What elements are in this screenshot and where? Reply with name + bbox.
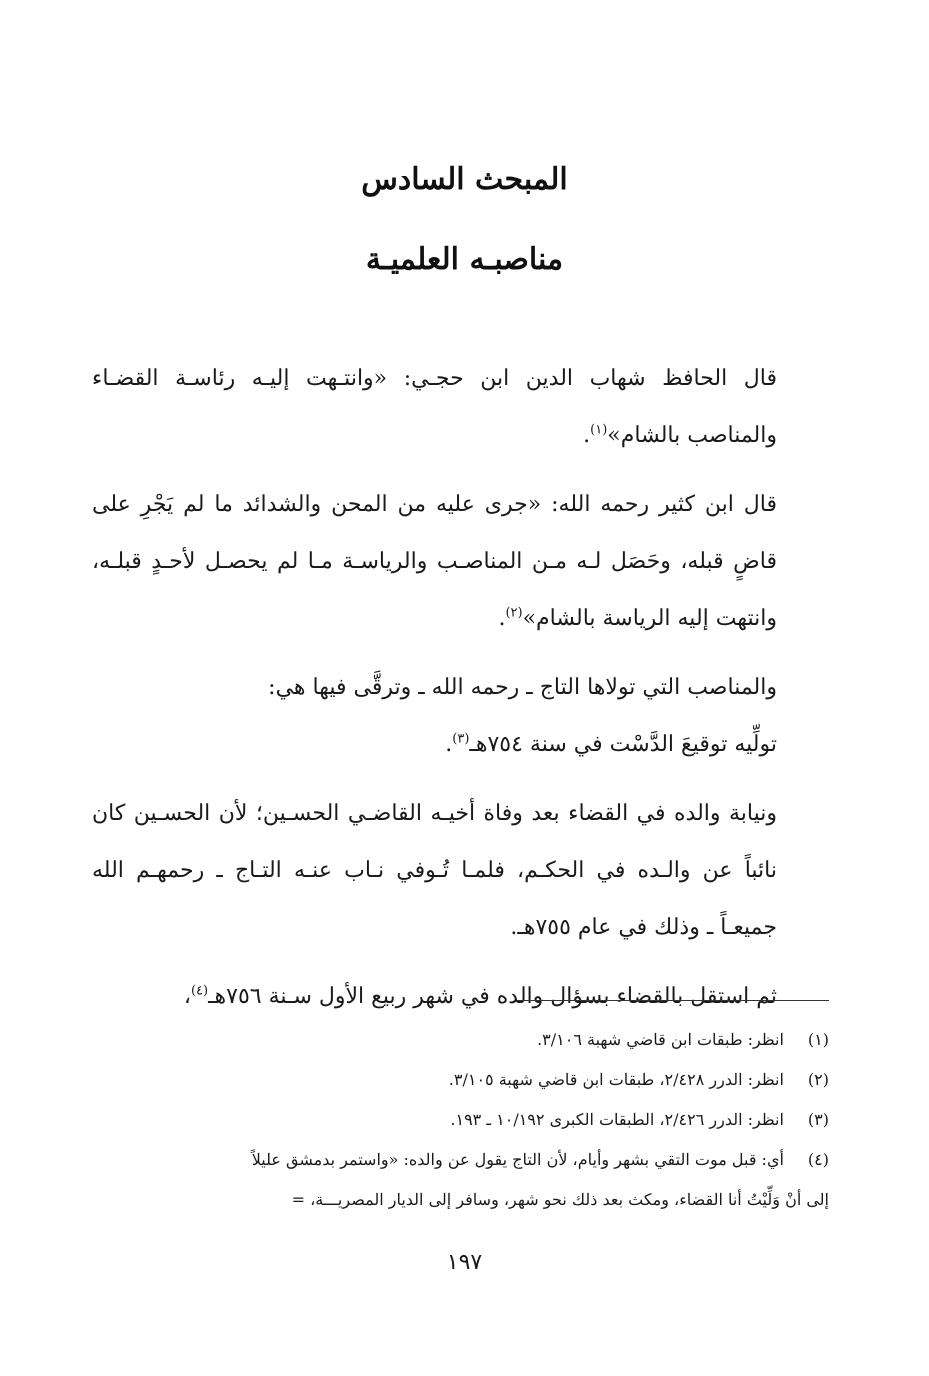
paragraph-end: .	[498, 606, 506, 631]
body-text	[92, 350, 829, 1037]
paragraph	[92, 716, 829, 773]
paragraph-text: قال الحافظ شهاب الدين ابن حجـي: «وانتـهت إليـه رئاسـة القضـاء والمناصب بالشام»	[92, 366, 777, 448]
paragraph	[92, 968, 829, 1025]
paragraph-text: قال ابن كثير رحمه الله: «جرى عليه من المحن والشدائد ما لم يَجْرِ على قاضٍ قبله، وحَصَل لـه مـن المناصـب والرياسـة مـا لم يحصـل لأحـدٍ قبلـه، وانتهت إليه الرياسة بالشام»	[92, 492, 777, 631]
footnote-item	[92, 1060, 829, 1100]
footnote-item	[92, 1100, 829, 1140]
footnote-text: أي: قبل موت التقي بشهر وأيام، لأن التاج يقول عن والده: «واستمر بدمشق عليلاً	[251, 1150, 784, 1169]
paragraph-end: ،	[183, 984, 191, 1009]
paragraph-end: .	[583, 423, 591, 448]
footnote-item	[92, 1020, 829, 1060]
footnote-item	[92, 1140, 829, 1180]
paragraph-text: والمناصب التي تولاها التاج ـ رحمه الله ـ وترقَّى فيها هي:	[268, 675, 777, 700]
footnote-text: انظر: الدرر ٢/٤٢٨، طبقات ابن قاضي شهبة ٣/١٠٥.	[448, 1070, 784, 1089]
paragraph-text: ونيابة والده في القضاء بعد وفاة أخيـه القاضـي الحسـين؛ لأن الحسـين كان نائباً عن والـده في الحكـم، فلمـا تُـوفي نـاب عنـه التـاج ـ رحمهـم الله جميعـاً ـ وذلك في عام ٧٥٥هـ.	[92, 801, 777, 940]
footnote-ref: (٢)	[505, 605, 523, 621]
footnote-number: (٣)	[807, 1110, 829, 1129]
paragraph	[92, 785, 829, 956]
paragraph-end: .	[445, 732, 453, 757]
footnote-divider	[517, 1000, 829, 1001]
footnote-text: انظر: الدرر ٢/٤٢٦، الطبقات الكبرى ١٠/١٩٢ ـ ١٩٣.	[450, 1110, 784, 1129]
paragraph-text: ثم استقل بالقضاء بسؤال والده في شهر ربيع الأول سـنة ٧٥٦هـ	[208, 984, 777, 1009]
paragraph	[92, 659, 829, 716]
page-number: ١٩٧	[446, 1250, 483, 1275]
footnote-text: انظر: طبقات ابن قاضي شهبة ٣/١٠٦.	[537, 1030, 784, 1049]
footnote-ref: (٤)	[190, 983, 209, 999]
footnote-ref: (١)	[590, 422, 608, 438]
footnote-number: (١)	[807, 1030, 829, 1049]
footnotes	[92, 1020, 829, 1220]
paragraph	[92, 350, 829, 464]
section-title: مناصبـه العلميـة	[365, 242, 564, 277]
paragraph	[92, 476, 829, 647]
paragraph-text: تولِّيه توقيعَ الدَّسْت في سنة ٧٥٤هـ	[469, 732, 777, 757]
footnote-number: (٤)	[807, 1150, 829, 1169]
footnote-ref: (٣)	[452, 731, 470, 747]
chapter-heading: المبحث السادس	[361, 162, 568, 197]
footnote-continuation: إلى أنْ وَلِّيْتُ أنا القضاء، ومكث بعد ذلك نحو شهر، وسافر إلى الديار المصريـــة، =	[291, 1190, 829, 1209]
footnote-number: (٢)	[807, 1070, 829, 1089]
